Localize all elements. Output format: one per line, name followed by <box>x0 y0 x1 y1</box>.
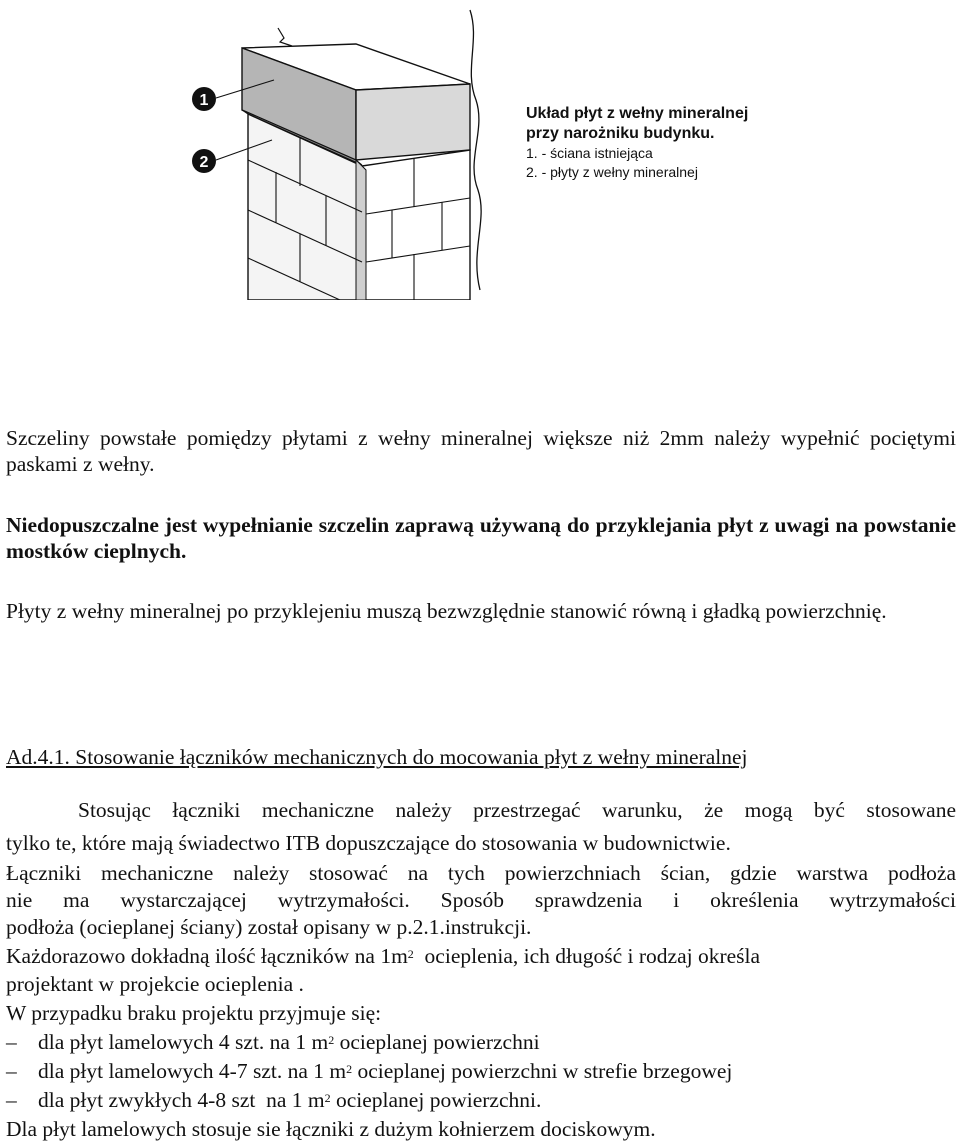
marker-2-icon <box>192 149 216 173</box>
caption-title-line-2: przy narożniku budynku. <box>526 125 715 142</box>
marker-1-icon <box>192 87 216 111</box>
superscript-2: 2 <box>407 947 414 961</box>
caption-item-1: 1. - ściana istniejąca <box>526 145 653 161</box>
body-line-12: Dla płyt lamelowych stosuje sie łączniki z dużym kołnierzem dociskowym. <box>6 1117 656 1141</box>
superscript-2: 2 <box>324 1091 331 1105</box>
bullet-dash: – <box>6 1088 17 1112</box>
paragraph-mortar-warning: Niedopuszczalne jest wypełnianie szczelin zaprawą używaną do przyklejania płyt z uwagi na powstanie mostków cieplnych. <box>6 513 956 563</box>
superscript-2: 2 <box>346 1062 353 1076</box>
body-line-3: Łączniki mechaniczne należy stosować na tych powierzchniach ścian, gdzie warstwa podłoża <box>6 861 956 885</box>
paragraph-flat-surface: Płyty z wełny mineralnej po przyklejeniu muszą bezwzględnie stanowić równą i gładką powierzchnię. <box>6 599 887 623</box>
marker-1-label: 1 <box>199 92 209 109</box>
caption-title-line-1: Układ płyt z wełny mineralnej <box>526 105 749 122</box>
bullet-2-start: dla płyt lamelowych 4-7 szt. na 1 m <box>38 1059 347 1083</box>
bullet-2-end: ocieplanej powierzchni w strefie brzegowej <box>352 1059 733 1083</box>
body-line-7: projektant w projekcie ocieplenia . <box>6 972 304 996</box>
bullet-1-start: dla płyt lamelowych 4 szt. na 1 m <box>38 1030 329 1054</box>
bullet-item-2 <box>6 1058 732 1084</box>
body-line-5: podłoża (ocieplanej ściany) został opisany w p.2.1.instrukcji. <box>6 915 532 939</box>
body-line-4: nie ma wystarczającej wytrzymałości. Sposób sprawdzenia i określenia wytrzymałości <box>6 888 956 912</box>
body-line-1: Stosując łączniki mechaniczne należy przestrzegać warunku, że mogą być stosowane <box>78 798 956 822</box>
superscript-2: 2 <box>328 1033 335 1047</box>
body-line-6 <box>6 943 956 969</box>
body-line-8: W przypadku braku projektu przyjmuje się: <box>6 1001 382 1025</box>
marker-2-label: 2 <box>199 154 209 171</box>
bullet-item-1 <box>6 1029 540 1055</box>
body-line-6-start: Każdorazowo dokładną ilość łączników na 1m <box>6 944 408 968</box>
bullet-item-3 <box>6 1087 541 1113</box>
bullet-dash: – <box>6 1059 17 1083</box>
body-line-6-end: ocieplenia, ich długość i rodzaj określa <box>413 944 761 968</box>
section-heading: Ad.4.1. Stosowanie łączników mechanicznych do mocowania płyt z wełny mineralnej <box>6 745 748 769</box>
bullet-dash: – <box>6 1030 17 1054</box>
caption-item-2: 2. - płyty z wełny mineralnej <box>526 164 698 180</box>
paragraph-gaps: Szczeliny powstałe pomiędzy płytami z wełny mineralnej większe niż 2mm należy wypełnić pociętymi paskami z wełny. <box>6 426 956 476</box>
bullet-1-end: ocieplanej powierzchni <box>334 1030 540 1054</box>
body-line-2: tylko te, które mają świadectwo ITB dopuszczające do stosowania w budownictwie. <box>6 831 731 855</box>
bullet-3-end: ocieplanej powierzchni. <box>330 1088 542 1112</box>
figure-caption <box>526 104 748 182</box>
bullet-3-start: dla płyt zwykłych 4-8 szt na 1 m <box>38 1088 325 1112</box>
